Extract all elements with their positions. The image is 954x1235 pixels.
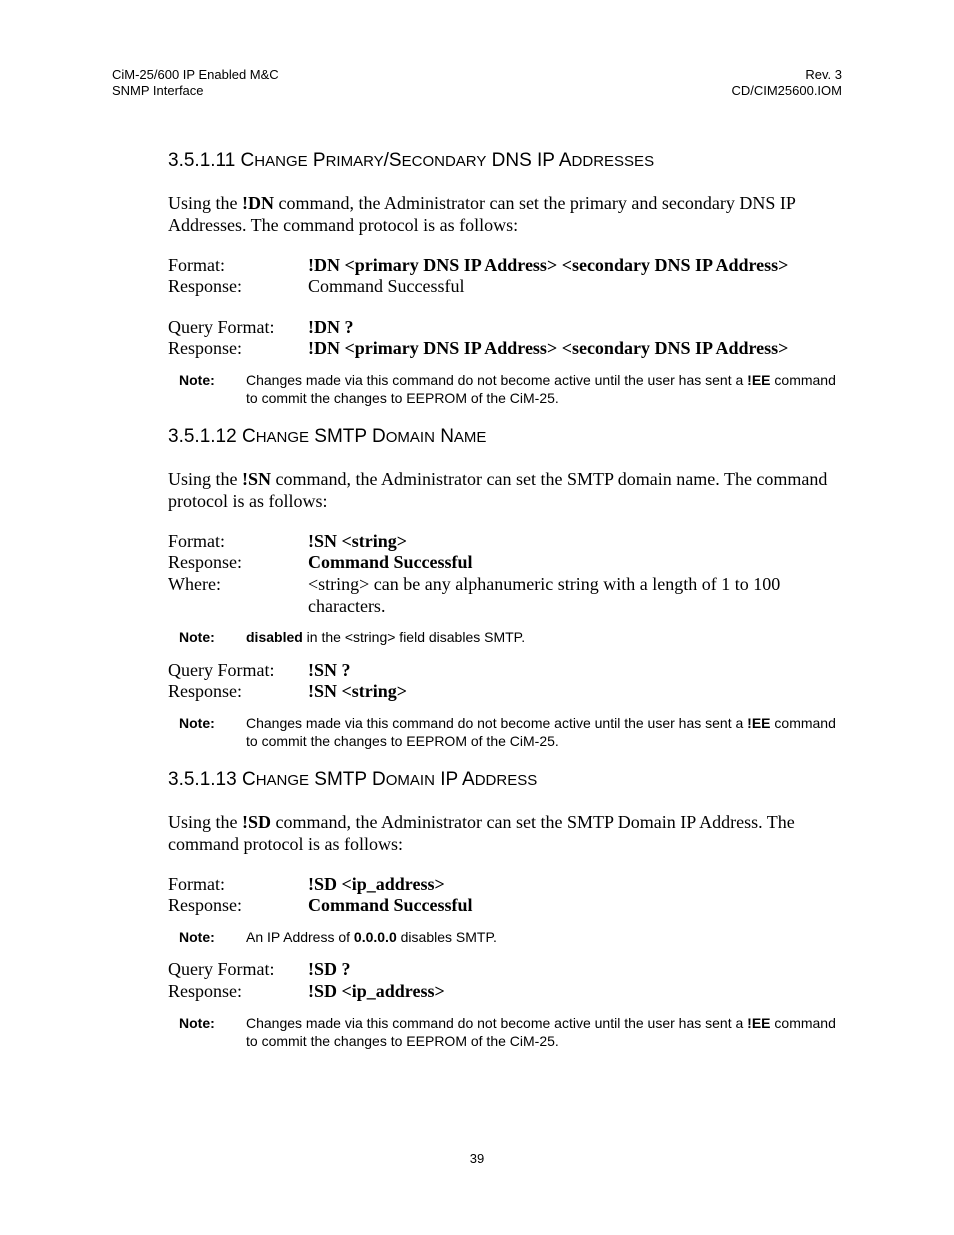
- header-product: CiM-25/600 IP Enabled M&C: [112, 67, 279, 82]
- section-heading-smtp-name: 3.5.1.12 CHANGE SMTP DOMAIN NAME: [168, 426, 487, 447]
- section-heading-dns: 3.5.1.11 CHANGE PRIMARY/SECONDARY DNS IP ADDRESSES: [168, 150, 655, 171]
- header-revision: Rev. 3: [805, 67, 842, 82]
- header-subtitle: SNMP Interface: [112, 83, 204, 98]
- header-doc-id: CD/CIM25600.IOM: [731, 83, 842, 98]
- page-number: 39: [469, 1151, 485, 1166]
- document-page: CiM-25/600 IP Enabled M&C SNMP Interface Rev. 3 CD/CIM25600.IOM 3.5.1.11 CHANGE PRIMARY/SECONDARY DNS IP ADDRESSES Using the !DN command, the Administrator can set the primary and secondary DNS IP Addresses. The command protocol is as follows: Format: !DN <primary DNS IP Address> <secondary DNS IP Address> Response: Command Successful Query Format: !DN ? Response: !DN <primary DNS IP Address> <secondary DNS IP Address> Note: Changes made via this command do not become active until the user has sent a !EE command to commit the changes to EEPROM of the CiM-25. 3.5.1.12 CHANGE SMTP DOMAIN NAME Using the !SN command, the Administrator can set the SMTP domain name. The command protocol is as follows: Format: !SN <string> Response: Command Successful Where: <string> can be any alphanumeric string with a length of 1 to 100 characters. Note: disabled in the <string> field disables SMTP. Query Format: !SN ? Response: !SN <string> Note: Changes made via this command do not become active until the user has sent a !EE command to commit the changes to EEPROM of the CiM-25. 3.5.1.13 CHANGE SMTP DOMAIN IP ADDRESS Using the !SD command, the Administrator can set the SMTP Domain IP Address. The command protocol is as follows: Format: !SD <ip_address> Response: Command Successful Note: An IP Address of 0.0.0.0 disables SMTP. Query Format: !SD ? Response: !SD <ip_address> Note: Changes made via this command do not become active until the user has sent a !EE command to commit the changes to EEPROM of the CiM-25. 39: [0, 0, 954, 1235]
- section-intro-dns: Using the !DN command, the Administrator can set the primary and secondary DNS IP Addresses. The command protocol is as follows:: [168, 193, 796, 235]
- section-heading-smtp-ip: 3.5.1.13 CHANGE SMTP DOMAIN IP ADDRESS: [168, 769, 538, 790]
- header-right: [731, 67, 842, 99]
- section-intro-smtp-ip: Using the !SD command, the Administrator can set the SMTP Domain IP Address. The command protocol is as follows:: [168, 812, 795, 854]
- section-intro-smtp-name: Using the !SN command, the Administrator can set the SMTP domain name. The command protocol is as follows:: [168, 469, 828, 511]
- header-left: [112, 67, 279, 99]
